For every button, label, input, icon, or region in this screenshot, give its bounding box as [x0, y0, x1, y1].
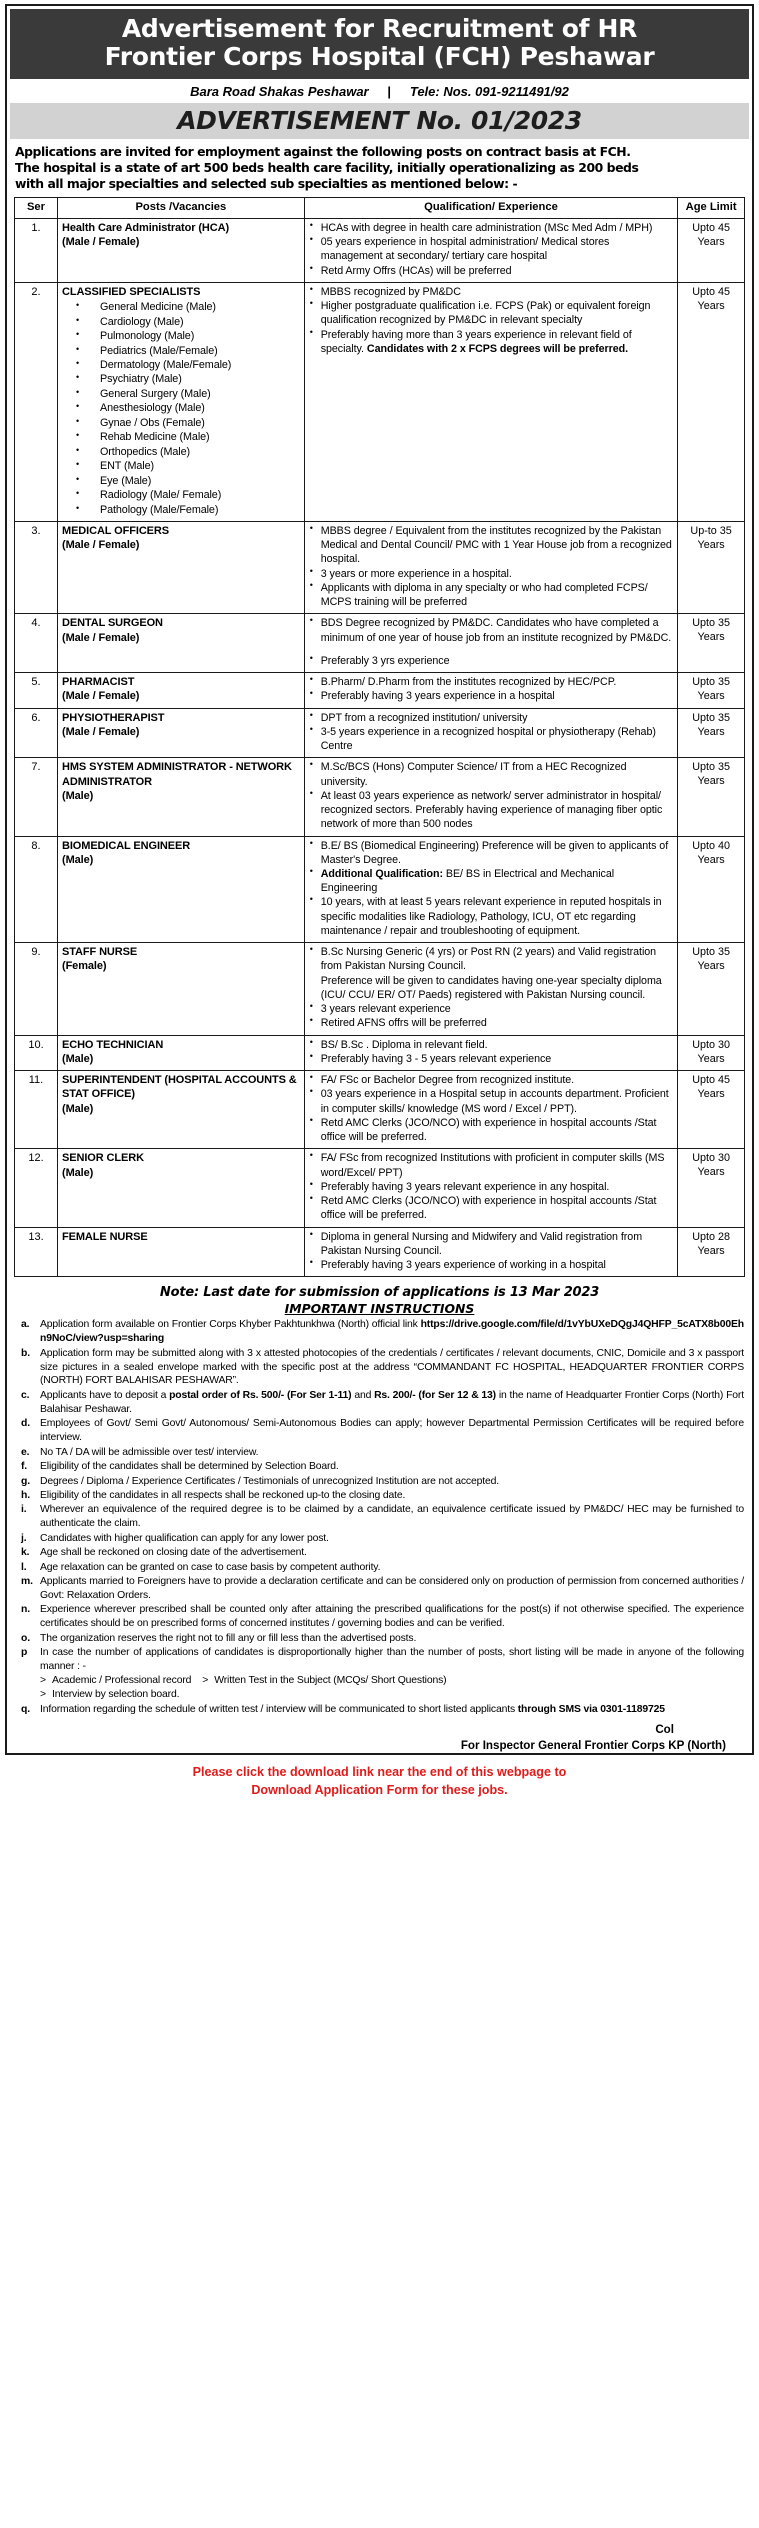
- cell-ser: 12.: [15, 1149, 58, 1227]
- qualification-list: [309, 1151, 673, 1222]
- qualification-list: [309, 1073, 673, 1144]
- qualification-list: [309, 945, 673, 1030]
- cell-post: [58, 521, 305, 613]
- instruction-marker: a.: [21, 1319, 30, 1331]
- instruction-text: Application form available on Frontier Corps Khyber Pakhtunkhwa (North) official link https://drive.google.com/file/d/1vYbUXeDQgJ4QHFP_5cATX8b00Ehn9NoC/view?usp=sharing: [40, 1319, 744, 1345]
- cell-ser: 6.: [15, 708, 58, 758]
- download-footer-note: [0, 1755, 759, 1807]
- cell-ser: 8.: [15, 836, 58, 943]
- instruction-item: [15, 1575, 744, 1603]
- qualification-list: [309, 1038, 673, 1066]
- instruction-marker: c.: [21, 1389, 30, 1401]
- page-title-line-2: Frontier Corps Hospital (FCH) Peshawar: [104, 42, 655, 71]
- post-title: CLASSIFIED SPECIALISTS: [62, 285, 201, 298]
- table-row: [15, 708, 745, 758]
- cell-qualification: [304, 218, 677, 282]
- qualification-item: • Preferably having 3 years experience of working in a hospital: [309, 1258, 673, 1272]
- qualification-item: • B.Pharm/ D.Pharm from the institutes recognized by HEC/PCP.: [309, 675, 673, 689]
- cell-age-limit: Upto 40 Years: [678, 836, 745, 943]
- cell-age-limit: Upto 45 Years: [678, 218, 745, 282]
- advertisement-number: ADVERTISEMENT No. 01/2023: [177, 106, 582, 135]
- instruction-marker: j.: [21, 1532, 27, 1544]
- cell-qualification: [304, 614, 677, 673]
- cell-post: [58, 758, 305, 836]
- instruction-item: [15, 1546, 744, 1560]
- cell-age-limit: Upto 30 Years: [678, 1149, 745, 1227]
- cell-qualification: [304, 1149, 677, 1227]
- instruction-marker: q.: [21, 1703, 30, 1715]
- instruction-item: [15, 1389, 744, 1417]
- address-text: Bara Road Shakas Peshawar: [190, 84, 369, 99]
- instruction-item: [15, 1446, 744, 1460]
- instruction-marker: p: [21, 1647, 28, 1659]
- important-instructions-heading: IMPORTANT INSTRUCTIONS: [284, 1301, 475, 1317]
- qualification-list: [309, 675, 673, 703]
- qualification-item: • Additional Qualification: BE/ BS in Electrical and Mechanical Engineering: [309, 867, 673, 895]
- specialty-item: • Pathology (Male/Female): [76, 503, 300, 517]
- post-gender: (Male / Female): [62, 631, 140, 644]
- specialty-item: • Rehab Medicine (Male): [76, 430, 300, 444]
- post-title: ECHO TECHNICIAN: [62, 1038, 164, 1051]
- instruction-text: Applicants married to Foreigners have to provide a declaration certificate and can be considered only on production of permission from concerned authorities / Govt: Relaxation Orders.: [40, 1576, 744, 1602]
- qualification-item: • 05 years experience in hospital administration/ Medical stores management at secondary/ tertiary care hospital: [309, 235, 673, 263]
- posts-table-body: [15, 218, 745, 1276]
- signature-rank: Col: [655, 1723, 674, 1737]
- cell-qualification: [304, 1035, 677, 1071]
- qualification-item: • B.Sc Nursing Generic (4 yrs) or Post RN (2 years) and Valid registration from Pakistan Nursing Council. Preference will be given to candidates having one-year specialty diploma (ICU/ CCU/ ER/ OT/ Paeds) registered with Pakistan Nursing council.: [309, 945, 673, 1002]
- instruction-item: [15, 1703, 744, 1717]
- qualification-item: • 3-5 years experience in a recognized hospital or physiotherapy (Rehab) Centre: [309, 725, 673, 753]
- post-title: DENTAL SURGEON: [62, 617, 163, 630]
- cell-ser: 13.: [15, 1227, 58, 1277]
- instruction-marker: f.: [21, 1461, 28, 1473]
- instruction-item: [15, 1632, 744, 1646]
- instruction-text: Information regarding the schedule of written test / interview will be communicated to short listed applicants through SMS via 0301-1189725: [40, 1703, 665, 1715]
- instruction-text: Employees of Govt/ Semi Govt/ Autonomous/ Semi-Autonomous Bodies can apply; however Departmental Permission Certificates will be required before interview.: [40, 1418, 744, 1444]
- column-header-ser: Ser: [15, 198, 58, 219]
- instruction-marker: b.: [21, 1347, 30, 1359]
- cell-age-limit: Upto 35 Years: [678, 673, 745, 709]
- specialty-item: • ENT (Male): [76, 459, 300, 473]
- post-title: FEMALE NURSE: [62, 1230, 148, 1243]
- table-row: [15, 1035, 745, 1071]
- cell-ser: 7.: [15, 758, 58, 836]
- intro-line-1: Applications are invited for employment against the following posts on contract basis at FCH.: [15, 144, 631, 159]
- instruction-item: [15, 1646, 744, 1702]
- cell-age-limit: Upto 28 Years: [678, 1227, 745, 1277]
- qualification-item: • BDS Degree recognized by PM&DC. Candidates who have completed a minimum of one year of house job from an institute recognized by PM&DC.: [309, 616, 673, 644]
- intro-line-2: The hospital is a state of art 500 beds health care facility, initially operationalizing as 200 beds: [15, 160, 639, 176]
- cell-age-limit: Upto 45 Years: [678, 1071, 745, 1149]
- post-gender: (Male): [62, 853, 94, 866]
- cell-qualification: [304, 521, 677, 613]
- cell-qualification: [304, 1071, 677, 1149]
- download-note-line-2: Download Application Form for these jobs.: [251, 1782, 508, 1797]
- advertisement-page: [0, 4, 759, 1807]
- instruction-text: In case the number of applications of candidates is disproportionally higher than the number of posts, short listing will be made in anyone of the following manner : - > Academic / Professional record > Written Test in the Subject (MCQs/ Short Questions) > Interview by selection board.: [40, 1647, 744, 1701]
- qualification-item: • Preferably having 3 years experience in a hospital: [309, 689, 673, 703]
- contact-line: [7, 79, 752, 103]
- post-gender: (Female): [62, 960, 107, 973]
- cell-post: [58, 614, 305, 673]
- table-row: [15, 1227, 745, 1277]
- specialty-list: [62, 300, 300, 517]
- last-date-note: Note: Last date for submission of applications is 13 Mar 2023: [159, 1285, 600, 1301]
- qualification-item: • B.E/ BS (Biomedical Engineering) Preference will be given to applicants of Master's Degree.: [309, 839, 673, 867]
- qualification-item: • FA/ FSc or Bachelor Degree from recognized institute.: [309, 1073, 673, 1087]
- intro-line-3: with all major specialties and selected sub specialties as mentioned below: -: [15, 176, 518, 192]
- qualification-list: [309, 839, 673, 939]
- cell-ser: 5.: [15, 673, 58, 709]
- cell-post: [58, 836, 305, 943]
- cell-ser: 1.: [15, 218, 58, 282]
- qualification-item: • At least 03 years experience as network/ server administrator in hospital/ recognized sectors. Preferably having experience of managing fiber optic network of more than 500 nodes: [309, 789, 673, 832]
- qualification-item: • 03 years experience in a Hospital setup in accounts department. Proficient in computer skills/ knowledge (MS word / Excel / PPT).: [309, 1087, 673, 1115]
- instruction-item: [15, 1603, 744, 1631]
- specialty-item: • Cardiology (Male): [76, 315, 300, 329]
- signature-authority: For Inspector General Frontier Corps KP (North): [460, 1738, 726, 1752]
- instruction-marker: h.: [21, 1489, 30, 1501]
- instruction-text: Applicants have to deposit a postal order of Rs. 500/- (For Ser 1-11) and Rs. 200/- (for Ser 12 & 13) in the name of Headquarter Frontier Corps (North) Fort Balahisar Peshawar.: [40, 1389, 744, 1415]
- cell-age-limit: Up-to 35 Years: [678, 521, 745, 613]
- instructions-list: [7, 1318, 752, 1719]
- qualification-item: • Preferably 3 yrs experience: [309, 654, 673, 668]
- post-title: SUPERINTENDENT (HOSPITAL ACCOUNTS & STAT OFFICE): [62, 1074, 297, 1101]
- post-title: BIOMEDICAL ENGINEER: [62, 839, 191, 852]
- qualification-item: • 10 years, with at least 5 years relevant experience in reputed hospitals in specific modalities like Radiology, Pathology, ICU, OT etc regarding maintenance / repair and troubleshooting of equipment.: [309, 895, 673, 938]
- cell-age-limit: Upto 35 Years: [678, 943, 745, 1035]
- instruction-item: [15, 1318, 744, 1346]
- telephone-text: Tele: Nos. 091-9211491/92: [409, 84, 569, 99]
- instruction-item: [15, 1503, 744, 1531]
- instruction-text: Eligibility of the candidates in all respects shall be reckoned up-to the closing date.: [40, 1489, 406, 1501]
- cell-post: [58, 943, 305, 1035]
- post-title: MEDICAL OFFICERS: [62, 524, 169, 537]
- specialty-item: • Psychiatry (Male): [76, 372, 300, 386]
- qualification-list: [309, 711, 673, 754]
- qualification-item: • M.Sc/BCS (Hons) Computer Science/ IT from a HEC Recognized university.: [309, 760, 673, 788]
- page-title-line-1: Advertisement for Recruitment of HR: [121, 14, 638, 43]
- instruction-item: [15, 1475, 744, 1489]
- table-row: [15, 614, 745, 673]
- post-title: HMS SYSTEM ADMINISTRATOR - NETWORK ADMINISTRATOR: [62, 761, 292, 788]
- qualification-item: • 3 years relevant experience: [309, 1002, 673, 1016]
- qualification-item: • MBBS recognized by PM&DC: [309, 285, 673, 299]
- cell-ser: 9.: [15, 943, 58, 1035]
- column-header-qualification: Qualification/ Experience: [304, 198, 677, 219]
- specialty-item: • Gynae / Obs (Female): [76, 416, 300, 430]
- table-row: [15, 758, 745, 836]
- instruction-item: [15, 1460, 744, 1474]
- instruction-text: The organization reserves the right not to fill any or fill less than the advertised posts.: [40, 1632, 417, 1644]
- specialty-item: • General Medicine (Male): [76, 300, 300, 314]
- cell-post: [58, 218, 305, 282]
- qualification-item: • DPT from a recognized institution/ university: [309, 711, 673, 725]
- specialty-item: • Radiology (Male/ Female): [76, 488, 300, 502]
- download-note-line-1: Please click the download link near the end of this webpage to: [192, 1765, 567, 1780]
- cell-post: [58, 673, 305, 709]
- instruction-text: Application form may be submitted along with 3 x attested photocopies of the credentials / certificates / relevant documents, CNIC, Domicile and 3 x passport size pictures in a sealed envelope marked with the specific post at the address “COMMANDANT FC HOSPITAL, HEADQUARTER FRONTIER CORPS (NORTH) FORT BALAHISAR PESHAWAR”.: [40, 1347, 744, 1387]
- instruction-marker: e.: [21, 1446, 30, 1458]
- cell-age-limit: Upto 35 Years: [678, 708, 745, 758]
- cell-qualification: [304, 282, 677, 521]
- advertisement-number-bar: [10, 103, 749, 139]
- qualification-item: • MBBS degree / Equivalent from the institutes recognized by the Pakistan Medical and Dental Council/ PMC with 1 Year House job from a recognized hospital.: [309, 524, 673, 567]
- table-row: [15, 1071, 745, 1149]
- cell-ser: 2.: [15, 282, 58, 521]
- qualification-item: • 3 years or more experience in a hospital.: [309, 567, 673, 581]
- instruction-item: [15, 1417, 744, 1445]
- cell-qualification: [304, 943, 677, 1035]
- qualification-item: • Preferably having more than 3 years experience in relevant field of specialty. Candidates with 2 x FCPS degrees will be preferred.: [309, 328, 673, 356]
- instruction-text: Age shall be reckoned on closing date of the advertisement.: [40, 1547, 307, 1559]
- qualification-list: [309, 285, 673, 356]
- spacer: [309, 645, 673, 654]
- cell-qualification: [304, 1227, 677, 1277]
- cell-post: [58, 1071, 305, 1149]
- instruction-marker: l.: [21, 1561, 27, 1573]
- instruction-marker: o.: [21, 1632, 30, 1644]
- qualification-item: • Retd AMC Clerks (JCO/NCO) with experience in hospital accounts /Stat office will be preferred.: [309, 1116, 673, 1144]
- qualification-item: • Preferably having 3 - 5 years relevant experience: [309, 1052, 673, 1066]
- instruction-text: No TA / DA will be admissible over test/ interview.: [40, 1446, 259, 1458]
- qualification-item: • Retired AFNS offrs will be preferred: [309, 1016, 673, 1030]
- instruction-marker: d.: [21, 1418, 30, 1430]
- title-bar: [10, 9, 749, 79]
- cell-age-limit: Upto 35 Years: [678, 614, 745, 673]
- column-header-posts: Posts /Vacancies: [58, 198, 305, 219]
- advertisement-frame: [5, 4, 754, 1755]
- instruction-item: [15, 1561, 744, 1575]
- cell-post: [58, 282, 305, 521]
- specialty-item: • General Surgery (Male): [76, 387, 300, 401]
- instruction-marker: g.: [21, 1475, 30, 1487]
- table-row: [15, 218, 745, 282]
- cell-qualification: [304, 836, 677, 943]
- table-row: [15, 1149, 745, 1227]
- cell-post: [58, 1035, 305, 1071]
- table-row: [15, 943, 745, 1035]
- table-row: [15, 521, 745, 613]
- instruction-text: Wherever an equivalence of the required degree is to be claimed by a candidate, an equivalence certificate issued by PM&DC/ HEC may be furnished to authenticate the claim.: [40, 1504, 744, 1530]
- qualification-item: • HCAs with degree in health care administration (MSc Med Adm / MPH): [309, 221, 673, 235]
- cell-post: [58, 1149, 305, 1227]
- qualification-item: • Higher postgraduate qualification i.e. FCPS (Pak) or equivalent foreign qualification recognized by PM&DC in relevant specialty: [309, 299, 673, 327]
- qualification-list: [309, 760, 673, 831]
- instruction-marker: n.: [21, 1604, 30, 1616]
- instruction-marker: i.: [21, 1504, 27, 1516]
- qualification-list: [309, 524, 673, 609]
- cell-qualification: [304, 708, 677, 758]
- post-gender: (Male / Female): [62, 236, 140, 249]
- qualification-item: • Retd Army Offrs (HCAs) will be preferred: [309, 264, 673, 278]
- table-header-row: [15, 198, 745, 219]
- table-row: [15, 282, 745, 521]
- post-gender: (Male): [62, 1102, 94, 1115]
- instruction-item: [15, 1532, 744, 1546]
- post-title: SENIOR CLERK: [62, 1152, 144, 1165]
- instruction-item: [15, 1347, 744, 1389]
- post-gender: (Male / Female): [62, 690, 140, 703]
- qualification-item: • Diploma in general Nursing and Midwifery and Valid registration from Pakistan Nursing Council.: [309, 1230, 673, 1258]
- cell-post: [58, 1227, 305, 1277]
- instruction-marker: m.: [21, 1576, 33, 1588]
- signature-block: [7, 1719, 752, 1753]
- post-gender: (Male): [62, 1052, 94, 1065]
- posts-table: [14, 197, 745, 1277]
- qualification-list: [309, 616, 673, 668]
- specialty-item: • Pediatrics (Male/Female): [76, 344, 300, 358]
- post-title: Health Care Administrator (HCA): [62, 221, 230, 234]
- post-title: PHARMACIST: [62, 676, 135, 689]
- qualification-item: • FA/ FSc from recognized Institutions with proficient in computer skills (MS word/Excel/ PPT): [309, 1151, 673, 1179]
- post-gender: (Male): [62, 1166, 94, 1179]
- post-title: STAFF NURSE: [62, 946, 138, 959]
- cell-ser: 4.: [15, 614, 58, 673]
- qualification-item: • Retd AMC Clerks (JCO/NCO) with experience in hospital accounts /Stat office will be preferred.: [309, 1194, 673, 1222]
- qualification-list: [309, 221, 673, 278]
- column-header-age-limit: Age Limit: [678, 198, 745, 219]
- intro-paragraph: [7, 139, 752, 195]
- cell-age-limit: Upto 35 Years: [678, 758, 745, 836]
- instruction-text: Age relaxation can be granted on case to case basis by competent authority.: [40, 1561, 381, 1573]
- post-title: PHYSIOTHERAPIST: [62, 711, 165, 724]
- cell-age-limit: Upto 45 Years: [678, 282, 745, 521]
- post-gender: (Male / Female): [62, 725, 140, 738]
- instruction-marker: k.: [21, 1547, 30, 1559]
- instruction-text: Eligibility of the candidates shall be determined by Selection Board.: [40, 1461, 339, 1473]
- cell-ser: 11.: [15, 1071, 58, 1149]
- instruction-text: Experience wherever prescribed shall be counted only after attaining the prescribed qualifications for the post(s) if not otherwise specified. The experience certificates should be on prescribed forms of concerned institutes / governing bodies and can be verified.: [40, 1604, 744, 1630]
- cell-ser: 3.: [15, 521, 58, 613]
- specialty-item: • Eye (Male): [76, 474, 300, 488]
- specialty-item: • Orthopedics (Male): [76, 445, 300, 459]
- qualification-item: • Applicants with diploma in any specialty or who had completed FCPS/ MCPS training will be preferred: [309, 581, 673, 609]
- specialty-item: • Pulmonology (Male): [76, 329, 300, 343]
- instruction-item: [15, 1489, 744, 1503]
- cell-age-limit: Upto 30 Years: [678, 1035, 745, 1071]
- cell-qualification: [304, 758, 677, 836]
- post-gender: (Male): [62, 789, 94, 802]
- qualification-item: • BS/ B.Sc . Diploma in relevant field.: [309, 1038, 673, 1052]
- instruction-text: Degrees / Diploma / Experience Certificates / Testimonials of unrecognized Institution are not accepted.: [40, 1475, 499, 1487]
- post-gender: (Male / Female): [62, 539, 140, 552]
- table-row: [15, 673, 745, 709]
- contact-separator: |: [387, 84, 392, 99]
- specialty-item: • Dermatology (Male/Female): [76, 358, 300, 372]
- specialty-item: • Anesthesiology (Male): [76, 401, 300, 415]
- cell-post: [58, 708, 305, 758]
- table-row: [15, 836, 745, 943]
- cell-qualification: [304, 673, 677, 709]
- qualification-item: • Preferably having 3 years relevant experience in any hospital.: [309, 1180, 673, 1194]
- cell-ser: 10.: [15, 1035, 58, 1071]
- qualification-list: [309, 1230, 673, 1273]
- instruction-text: Candidates with higher qualification can apply for any lower post.: [40, 1532, 329, 1544]
